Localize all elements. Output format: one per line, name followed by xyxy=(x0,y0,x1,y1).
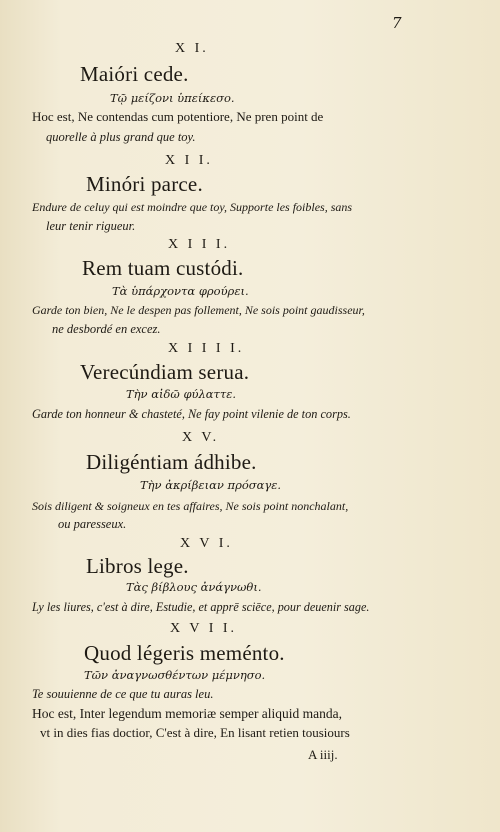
signature-mark: A iiij. xyxy=(308,747,338,762)
entry-gloss-line: quorelle à plus grand que toy. xyxy=(46,130,196,144)
entry-maxim: Rem tuam custódi. xyxy=(82,256,244,280)
entry-greek: Τὰς βίβλους ἀνάγνωθι. xyxy=(126,580,262,594)
entry-gloss-line: leur tenir rigueur. xyxy=(46,219,136,233)
entry-gloss-line: ou paresseux. xyxy=(58,517,127,531)
entry-maxim: Diligéntiam ádhibe. xyxy=(86,450,257,474)
closing-line: Hoc est, Inter legendum memoriæ semper aliquid manda, xyxy=(32,706,343,721)
entry-numeral: X I I I. xyxy=(168,237,231,252)
entry-maxim: Minóri parce. xyxy=(86,172,203,196)
entry-gloss-line: Garde ton honneur & chasteté, Ne fay point vilenie de ton corps. xyxy=(32,407,351,421)
entry-greek: Τὰ ὑπάρχοντα φρούρει. xyxy=(112,284,249,298)
entry-numeral: X V I. xyxy=(180,536,233,551)
entry-maxim: Libros lege. xyxy=(86,554,189,578)
entry-maxim: Verecúndiam serua. xyxy=(80,360,250,384)
entry-maxim: Quod légeris meménto. xyxy=(84,641,285,665)
entry-numeral: X I. xyxy=(175,41,209,56)
entry-gloss-line: ne desbordé en excez. xyxy=(52,322,161,336)
entry-greek: Τῷ μείζονι ὑπείκεσο. xyxy=(110,91,235,105)
entry-numeral: X V I I. xyxy=(170,621,238,636)
entry-gloss-line: Te souuienne de ce que tu auras leu. xyxy=(32,687,214,701)
entry-numeral: X I I. xyxy=(165,153,213,168)
entry-gloss-line: Endure de celuy qui est moindre que toy, Supporte les foibles, sans xyxy=(32,200,353,214)
entry-gloss-line: Garde ton bien, Ne le despen pas follement, Ne sois point gaudisseur, xyxy=(32,303,365,317)
entry-greek: Τὴν ἀκρίβειαν πρόσαγε. xyxy=(140,478,282,492)
entry-numeral: X V. xyxy=(182,430,220,445)
entry-gloss-line: Hoc est, Ne contendas cum potentiore, Ne pren point de xyxy=(32,109,324,124)
entry-greek: Τὴν αἰδῶ φύλαττε. xyxy=(126,387,237,401)
entry-gloss-line: Ly les liures, c'est à dire, Estudie, et apprē sciēce, pour deuenir sage. xyxy=(32,600,370,614)
entry-numeral: X I I I I. xyxy=(168,341,245,356)
closing-line: vt in dies fias doctior, C'est à dire, En lisant retien tousiours xyxy=(40,725,350,740)
entry-maxim: Maióri cede. xyxy=(80,62,189,86)
folio-number: 7 xyxy=(392,14,402,32)
entry-gloss-line: Sois diligent & soigneux en tes affaires, Ne sois point nonchalant, xyxy=(32,499,349,513)
entry-greek: Τῶν ἀναγνωσθέντων μέμνησο. xyxy=(84,668,266,682)
